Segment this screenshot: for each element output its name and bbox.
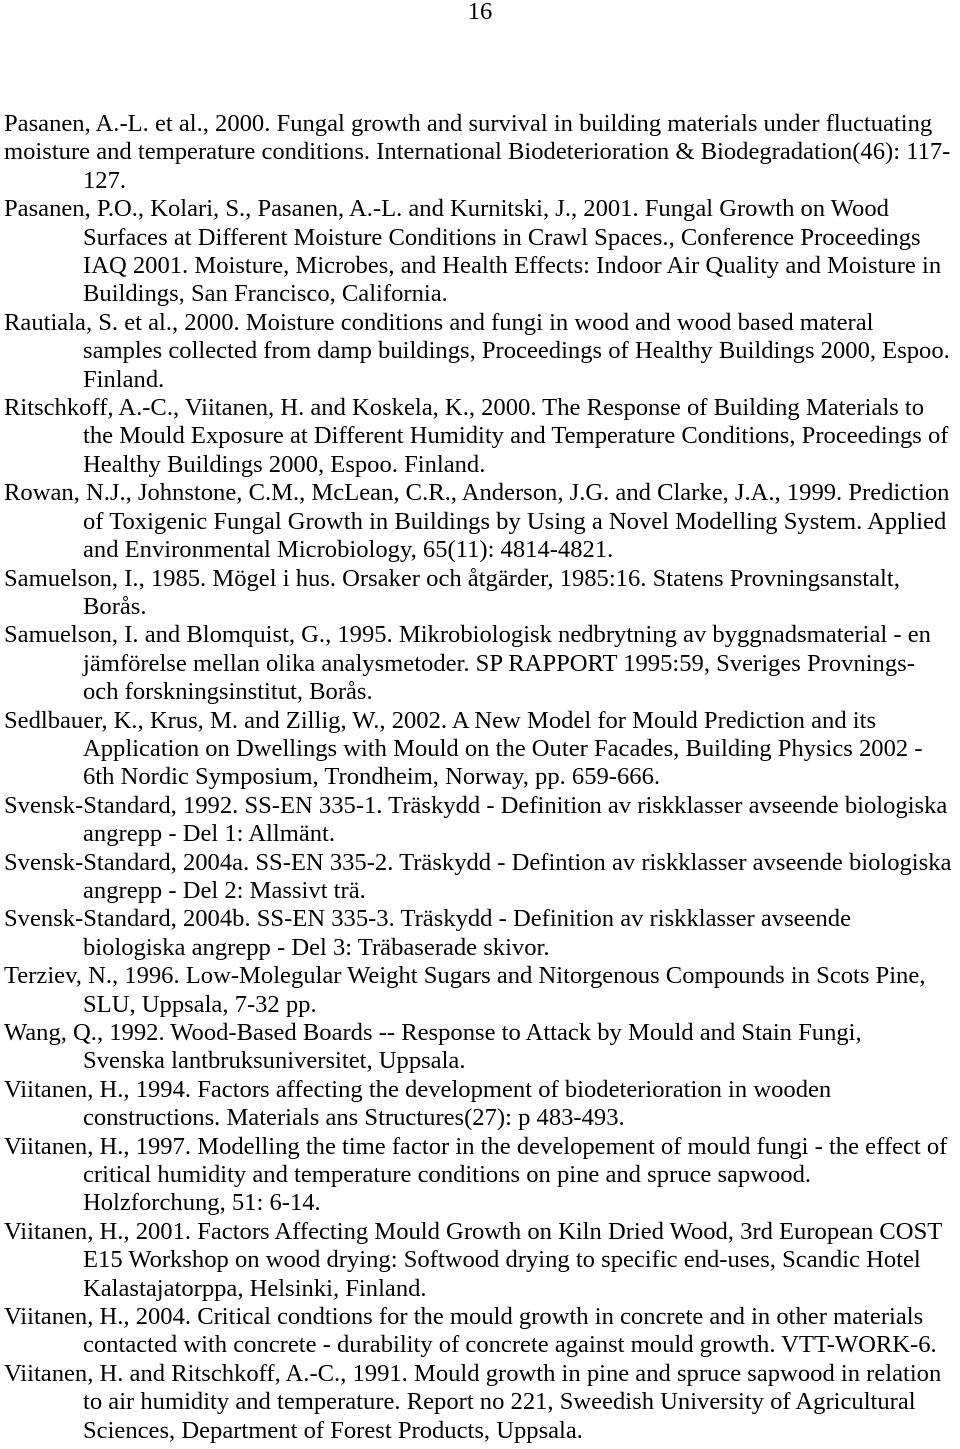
reference-line: Borås. [83,592,147,620]
reference-entry [0,707,960,792]
reference-line: the Mould Exposure at Different Humidity and Temperature Conditions, Proceedings of [83,422,949,450]
reference-entry [0,792,960,849]
reference-entry [0,309,960,394]
reference-line: angrepp - Del 2: Massivt trä. [83,876,366,904]
reference-line: angrepp - Del 1: Allmänt. [83,820,336,848]
reference-entry [0,1303,960,1360]
page-number: 16 [467,0,493,25]
reference-line: SLU, Uppsala, 7-32 pp. [83,990,317,1018]
reference-entry [0,1218,960,1303]
reference-line: Terziev, N., 1996. Low-Molegular Weight Sugars and Nitorgenous Compounds in Scots Pine, [4,962,926,990]
reference-line: E15 Workshop on wood drying: Softwood drying to specific end-uses, Scandic Hotel [83,1246,921,1274]
reference-line: Rautiala, S. et al., 2000. Moisture conditions and fungi in wood and wood based materal [4,308,874,336]
reference-line: Samuelson, I. and Blomquist, G., 1995. Mikrobiologisk nedbrytning av byggnadsmaterial - en [4,621,931,649]
reference-entry [0,1133,960,1218]
reference-entry [0,621,960,706]
reference-line: Svenska lantbruksuniversitet, Uppsala. [83,1047,466,1075]
reference-line: Svensk-Standard, 1992. SS-EN 335-1. Träskydd - Definition av riskklasser avseende biologiska [4,791,948,819]
reference-line: moisture and temperature conditions. International Biodeterioration & Biodegradation(46): 117- [4,138,951,166]
reference-line: critical humidity and temperature conditions on pine and spruce sapwood. [83,1161,812,1189]
reference-line: samples collected from damp buildings, Proceedings of Healthy Buildings 2000, Espoo. [83,337,950,365]
reference-line: Kalastajatorppa, Helsinki, Finland. [83,1274,427,1302]
reference-line: Buildings, San Francisco, California. [83,280,448,308]
reference-line: Rowan, N.J., Johnstone, C.M., McLean, C.R., Anderson, J.G. and Clarke, J.A., 1999. Prediction [4,479,950,507]
reference-line: Svensk-Standard, 2004b. SS-EN 335-3. Träskydd - Definition av riskklasser avseende [4,905,852,933]
reference-entry [0,394,960,479]
reference-entry [0,110,960,195]
reference-line: Viitanen, H., 1994. Factors affecting the development of biodeterioration in wooden [4,1075,832,1103]
reference-line: contacted with concrete - durability of concrete against mould growth. VTT-WORK-6. [83,1331,937,1359]
reference-line: Viitanen, H., 2004. Critical condtions for the mould growth in concrete and in other materials [4,1303,924,1331]
reference-line: jämförelse mellan olika analysmetoder. SP RAPPORT 1995:59, Sveriges Provnings- [83,649,915,677]
reference-entry [0,849,960,906]
reference-line: Ritschkoff, A.-C., Viitanen, H. and Koskela, K., 2000. The Response of Building Materials to [4,394,925,422]
reference-line: Samuelson, I., 1985. Mögel i hus. Orsaker och åtgärder, 1985:16. Statens Provningsanstalt, [4,564,900,592]
reference-line: 6th Nordic Symposium, Trondheim, Norway, pp. 659-666. [83,763,661,791]
reference-line: Healthy Buildings 2000, Espoo. Finland. [83,450,486,478]
reference-line: 127. [83,166,127,194]
reference-line: biologiska angrepp - Del 3: Träbaserade skivor. [83,933,550,961]
reference-entry [0,479,960,564]
reference-line: IAQ 2001. Moisture, Microbes, and Health Effects: Indoor Air Quality and Moisture in [83,252,942,280]
reference-line: constructions. Materials ans Structures(27): p 483-493. [83,1104,625,1132]
reference-line: Svensk-Standard, 2004a. SS-EN 335-2. Träskydd - Defintion av riskklasser avseende biologiska [4,848,952,876]
reference-line: to air humidity and temperature. Report no 221, Sweedish University of Agricultural [83,1388,916,1416]
reference-line: Wang, Q., 1992. Wood-Based Boards -- Response to Attack by Mould and Stain Fungi, [4,1019,862,1046]
reference-line: of Toxigenic Fungal Growth in Buildings by Using a Novel Modelling System. Applied [83,507,947,535]
reference-line: Holzforchung, 51: 6-14. [83,1189,321,1217]
reference-entry [0,1076,960,1133]
reference-entry [0,565,960,622]
reference-line: Sedlbauer, K., Krus, M. and Zillig, W., 2002. A New Model for Mould Prediction and its [4,706,877,734]
reference-line: Application on Dwellings with Mould on the Outer Facades, Building Physics 2002 - [83,734,923,762]
reference-entry [0,905,960,962]
reference-entry [0,962,960,1019]
reference-line: and Environmental Microbiology, 65(11): 4814-4821. [83,536,614,564]
reference-entry [0,195,960,309]
reference-line: Viitanen, H., 2001. Factors Affecting Mould Growth on Kiln Dried Wood, 3rd European COST [4,1217,943,1245]
reference-entry [0,1360,960,1445]
reference-line: Sciences, Department of Forest Products, Uppsala. [83,1416,583,1444]
reference-entry [0,1019,960,1076]
reference-line: Pasanen, P.O., Kolari, S., Pasanen, A.-L. and Kurnitski, J., 2001. Fungal Growth on Wood [4,195,889,223]
reference-line: och forskningsinstitut, Borås. [83,678,373,706]
reference-line: Finland. [83,365,165,393]
reference-list [0,110,960,1445]
reference-line: Viitanen, H., 1997. Modelling the time factor in the developement of mould fungi - the effect of [4,1132,948,1160]
reference-line: Viitanen, H. and Ritschkoff, A.-C., 1991. Mould growth in pine and spruce sapwood in relation [4,1359,942,1387]
reference-line: Surfaces at Different Moisture Conditions in Crawl Spaces., Conference Proceedings [83,223,921,251]
reference-line: Pasanen, A.-L. et al., 2000. Fungal growth and survival in building materials under fluctuating [4,110,933,137]
